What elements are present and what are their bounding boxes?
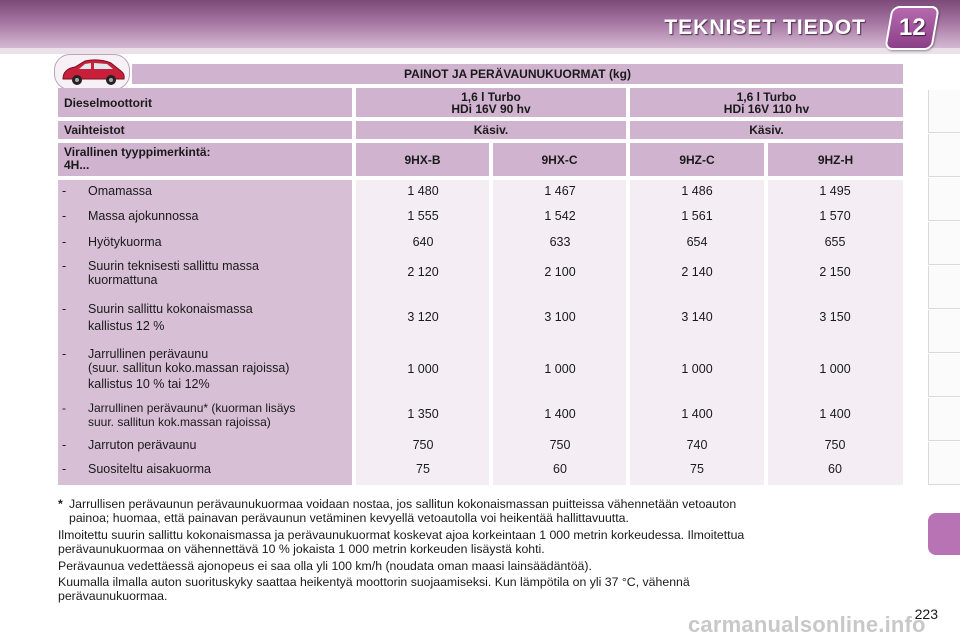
row-label-text: Omamassa: [88, 184, 152, 198]
table-cell: 1 000: [681, 362, 713, 376]
chapter-tab[interactable]: [928, 266, 960, 309]
gearbox-2: Käsiv.: [630, 121, 903, 139]
table-cell: 1 495: [819, 184, 851, 198]
table-cell: 3 140: [681, 310, 713, 324]
table-cell: 640: [412, 235, 434, 249]
table-cell: 750: [412, 438, 434, 452]
table-cell: 2 140: [681, 265, 713, 279]
note-line: Ilmoitettu suurin sallittu kokonaismassa ja perävaunukuormat koskevat ajoa korkeintaan 1 000 metrin korkeudessa. Ilmoitettua: [58, 528, 745, 542]
car-icon: [55, 55, 129, 89]
engine-label: Dieselmoottorit: [58, 88, 352, 117]
table-title: PAINOT JA PERÄVAUNUKUORMAT (kg): [132, 64, 903, 84]
type-code: 9HZ-H: [768, 143, 903, 176]
note-paragraph: [58, 528, 904, 556]
chapter-tab[interactable]: [928, 90, 960, 133]
table-cell: 75: [416, 462, 430, 476]
chapter-number: 12: [898, 14, 926, 41]
chapter-tab[interactable]: [928, 178, 960, 221]
row-label-text: Suositeltu aisakuorma: [88, 462, 211, 476]
table-cell: 1 400: [819, 407, 851, 421]
table-cell: 750: [824, 438, 846, 452]
footnote-star: *: [58, 497, 63, 511]
note-line: Kuumalla ilmalla auton suorituskyky saattaa heikentyä moottorin suojaamiseksi. Kun lämpötila on yli 37 °C, vähennä: [58, 575, 690, 589]
table-cell: 1 555: [407, 209, 439, 223]
table-cell: 60: [828, 462, 842, 476]
bullet-dash: -: [62, 302, 67, 316]
table-cell: 1 000: [819, 362, 851, 376]
row-label-text: Suurin sallittu kokonaismassa: [88, 302, 253, 316]
note-paragraph: [58, 559, 904, 573]
chapter-tab[interactable]: [928, 354, 960, 397]
type-code: 9HX-B: [356, 143, 489, 176]
bullet-dash: -: [62, 235, 67, 249]
bullet-dash: -: [62, 462, 67, 476]
type-label-line1: Virallinen tyyppimerkintä:: [64, 145, 211, 159]
footnote-line: painoa; huomaa, että painavan perävaunun vetäminen kevyellä vetoautolla voi heikentää hallittavuutta.: [69, 511, 629, 525]
table-cell: 654: [686, 235, 708, 249]
row-label-text: (suur. sallitun koko.massan rajoissa): [88, 361, 290, 375]
row-label-text: suur. sallitun kok.massan rajoissa): [88, 415, 271, 429]
engine-1-line1: 1,6 l Turbo: [461, 89, 521, 104]
bullet-dash: -: [62, 401, 66, 415]
engine-1-line2: HDi 16V 90 hv: [451, 101, 531, 116]
table-cell: 740: [686, 438, 708, 452]
bullet-dash: -: [62, 438, 67, 452]
chapter-tab[interactable]: [928, 310, 960, 353]
table-cell: 750: [549, 438, 571, 452]
table-cell: 75: [690, 462, 704, 476]
header-divider: [0, 48, 960, 54]
row-label-text: kuormattuna: [88, 273, 158, 287]
engine-2-line1: 1,6 l Turbo: [736, 89, 797, 104]
row-label-text: kallistus 10 % tai 12%: [88, 377, 210, 391]
bullet-dash: -: [62, 184, 67, 198]
table-cell: 1 570: [819, 209, 851, 223]
row-label-text: Jarrullinen perävaunu: [88, 347, 209, 361]
type-label-line2: 4H...: [64, 158, 90, 172]
table-cell: 655: [824, 235, 846, 249]
engine-header-1: [356, 88, 626, 117]
bullet-dash: -: [62, 209, 67, 223]
row-label-text: Suurin teknisesti sallittu massa: [88, 259, 259, 273]
table-cell: 633: [549, 235, 571, 249]
table-cell: 1 400: [544, 407, 576, 421]
note-line: Perävaunua vedettäessä ajonopeus ei saa olla yli 100 km/h (noudata oman maasi lainsäädäntöä).: [58, 559, 592, 573]
table-cell: 1 350: [407, 407, 439, 421]
table-cell: 1 542: [544, 209, 576, 223]
table-cell: 1 467: [544, 184, 576, 198]
car-badge: [54, 54, 130, 90]
engine-header-2: [630, 88, 903, 117]
type-code: 9HZ-C: [630, 143, 764, 176]
table-cell: 1 486: [681, 184, 713, 198]
footnote: [58, 497, 904, 525]
table-cell: 1 480: [407, 184, 439, 198]
row-label-text: Hyötykuorma: [88, 235, 162, 249]
chapter-tab[interactable]: [928, 398, 960, 441]
table-cell: 3 120: [407, 310, 439, 324]
page-number: 223: [914, 606, 938, 622]
chapter-tab[interactable]: [928, 222, 960, 265]
chapter-number-badge: [884, 6, 940, 50]
table-cell: 3 100: [544, 310, 576, 324]
table-cell: 1 000: [544, 362, 576, 376]
note-line: perävaunukuormaa.: [58, 589, 168, 603]
row-label-text: Massa ajokunnossa: [88, 209, 199, 223]
table-cell: 2 120: [407, 265, 439, 279]
table-cell: 2 100: [544, 265, 576, 279]
row-label-text: Jarruton perävaunu: [88, 438, 197, 452]
note-line: perävaunukuormaa on vähennettävä 10 % jokaista 1 000 metrin korkeuden lisäystä kohti.: [58, 542, 545, 556]
chapter-tab[interactable]: [928, 134, 960, 177]
table-cell: 1 000: [407, 362, 439, 376]
bullet-dash: -: [62, 259, 67, 273]
table-cell: 2 150: [819, 265, 851, 279]
bullet-dash: -: [62, 347, 67, 361]
table-cell: 1 400: [681, 407, 713, 421]
row-label-text: Jarrullinen perävaunu* (kuorman lisäys: [88, 401, 296, 415]
row-label-text: kallistus 12 %: [88, 319, 165, 333]
chapter-tab[interactable]: [928, 442, 960, 485]
table-cell: 60: [553, 462, 567, 476]
chapter-tab-active[interactable]: [928, 513, 960, 555]
type-code: 9HX-C: [493, 143, 626, 176]
note-paragraph: [58, 575, 904, 603]
chapter-title: TEKNISET TIEDOT: [664, 16, 866, 39]
table-cell: 1 561: [681, 209, 713, 223]
engine-2-line2: HDi 16V 110 hv: [723, 101, 810, 116]
watermark: carmanualsonline.info: [688, 612, 926, 637]
type-label: [58, 143, 352, 176]
gearbox-label: Vaihteistot: [58, 121, 352, 139]
footnote-line: Jarrullisen perävaunun perävaunukuormaa voidaan nostaa, jos sallitun kokonaismassan puitteissa vähennetään vetoauton: [69, 497, 737, 511]
gearbox-1: Käsiv.: [356, 121, 626, 139]
table-cell: 3 150: [819, 310, 851, 324]
